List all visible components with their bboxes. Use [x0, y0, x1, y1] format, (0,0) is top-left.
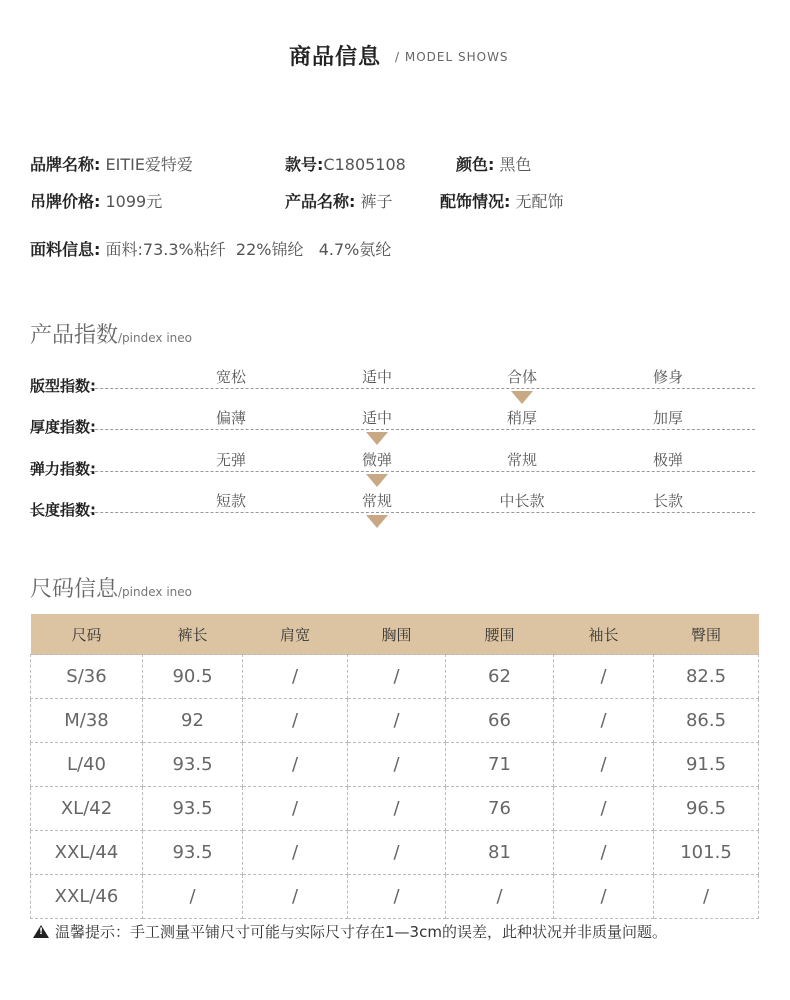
column-header: 尺码: [31, 614, 143, 655]
table-cell: /: [348, 699, 446, 743]
index-selected-marker: [366, 432, 388, 445]
color-value: 黑色: [499, 155, 532, 174]
index-option: 微弹: [361, 451, 392, 469]
table-cell: /: [348, 743, 446, 787]
size-section-title: 尺码信息: [30, 577, 119, 602]
table-cell: 93.5: [143, 743, 243, 787]
index-option: 加厚: [652, 409, 683, 427]
table-cell: XL/42: [31, 787, 143, 831]
index-row-label: 长度指数:: [30, 501, 96, 519]
column-header: 臀围: [654, 614, 759, 655]
column-header: 肩宽: [243, 614, 348, 655]
size-table-header: [31, 614, 759, 655]
index-option: 短款: [215, 492, 246, 510]
index-option: 适中: [361, 409, 392, 427]
size-section-heading: [30, 572, 192, 603]
table-cell: 93.5: [143, 831, 243, 875]
table-cell: /: [243, 655, 348, 699]
brand-info: [30, 152, 193, 175]
table-cell: 82.5: [654, 655, 759, 699]
table-cell: 101.5: [654, 831, 759, 875]
index-option: 宽松: [215, 368, 246, 386]
table-cell: /: [554, 655, 654, 699]
table-cell: /: [243, 787, 348, 831]
fabric-label: 面料信息:: [30, 240, 101, 259]
table-cell: /: [243, 875, 348, 919]
column-header: 裤长: [143, 614, 243, 655]
price-info: [30, 189, 162, 212]
table-cell: /: [348, 655, 446, 699]
table-cell: XXL/44: [31, 831, 143, 875]
table-cell: 66: [446, 699, 554, 743]
index-option: 适中: [361, 368, 392, 386]
size-table: [30, 614, 759, 919]
table-row: [31, 787, 759, 831]
table-cell: /: [446, 875, 554, 919]
index-option: 无弹: [215, 451, 246, 469]
table-row: [31, 875, 759, 919]
note-text: 温馨提示：手工测量平铺尺寸可能与实际尺寸存在1—3cm的误差，此种状况并非质量问题。: [55, 923, 667, 941]
table-cell: 81: [446, 831, 554, 875]
brand-value: EITIE爱特爱: [105, 155, 193, 174]
table-cell: /: [554, 743, 654, 787]
name-value: 裤子: [360, 192, 393, 211]
table-cell: 93.5: [143, 787, 243, 831]
index-option: 常规: [506, 451, 537, 469]
table-cell: 62: [446, 655, 554, 699]
accessory-label: 配饰情况:: [440, 192, 511, 211]
table-cell: /: [554, 875, 654, 919]
fabric-value: 面料:73.3%粘纤 22%锦纶 4.7%氨纶: [105, 240, 392, 259]
index-row: [30, 405, 755, 436]
page-subtitle: / MODEL SHOWS: [395, 50, 509, 64]
price-label: 吊牌价格:: [30, 192, 101, 211]
fabric-info: [30, 237, 391, 260]
index-section-heading: [30, 318, 192, 349]
table-cell: 96.5: [654, 787, 759, 831]
name-label: 产品名称:: [285, 192, 356, 211]
table-cell: 71: [446, 743, 554, 787]
table-cell: /: [554, 831, 654, 875]
accessory-value: 无配饰: [515, 192, 564, 211]
page-title: 商品信息: [289, 45, 382, 70]
table-row: [31, 699, 759, 743]
table-cell: /: [654, 875, 759, 919]
style-value: C1805108: [323, 155, 406, 174]
index-option: 偏薄: [215, 409, 246, 427]
index-selected-marker: [511, 391, 533, 404]
size-note: [33, 921, 667, 942]
accessory-info: [440, 189, 564, 212]
index-option: 合体: [506, 368, 537, 386]
table-cell: 76: [446, 787, 554, 831]
color-info: [456, 152, 532, 175]
table-row: [31, 655, 759, 699]
index-row: [30, 364, 755, 395]
index-row: [30, 488, 755, 519]
table-cell: S/36: [31, 655, 143, 699]
style-info: [285, 152, 406, 175]
index-row: [30, 447, 755, 478]
table-cell: 92: [143, 699, 243, 743]
table-cell: /: [348, 831, 446, 875]
index-option: 稍厚: [506, 409, 537, 427]
index-option: 修身: [652, 368, 683, 386]
column-header: 胸围: [348, 614, 446, 655]
table-row: [31, 831, 759, 875]
table-cell: 91.5: [654, 743, 759, 787]
table-cell: /: [243, 699, 348, 743]
index-selected-marker: [366, 515, 388, 528]
index-row-label: 弹力指数:: [30, 460, 96, 478]
price-value: 1099元: [105, 192, 163, 211]
table-cell: XXL/46: [31, 875, 143, 919]
brand-label: 品牌名称:: [30, 155, 101, 174]
index-row-label: 版型指数:: [30, 377, 96, 395]
table-cell: /: [143, 875, 243, 919]
table-cell: /: [554, 787, 654, 831]
index-row-label: 厚度指数:: [30, 418, 96, 436]
style-label: 款号:: [285, 155, 324, 174]
table-cell: M/38: [31, 699, 143, 743]
table-cell: L/40: [31, 743, 143, 787]
table-cell: /: [243, 831, 348, 875]
table-cell: 90.5: [143, 655, 243, 699]
table-cell: /: [348, 787, 446, 831]
index-option: 常规: [361, 492, 392, 510]
index-section-title: 产品指数: [30, 323, 119, 348]
index-option: 长款: [652, 492, 683, 510]
name-info: [285, 189, 393, 212]
index-option: 极弹: [652, 451, 683, 469]
column-header: 腰围: [446, 614, 554, 655]
color-label: 颜色:: [456, 155, 495, 174]
table-cell: /: [554, 699, 654, 743]
table-cell: /: [243, 743, 348, 787]
index-option: 中长款: [499, 492, 545, 510]
index-selected-marker: [366, 474, 388, 487]
table-cell: /: [348, 875, 446, 919]
size-section-subtitle: /pindex ineo: [118, 585, 192, 599]
column-header: 袖长: [554, 614, 654, 655]
table-row: [31, 743, 759, 787]
index-section-subtitle: /pindex ineo: [118, 331, 192, 345]
warning-icon: [33, 925, 49, 938]
table-cell: 86.5: [654, 699, 759, 743]
